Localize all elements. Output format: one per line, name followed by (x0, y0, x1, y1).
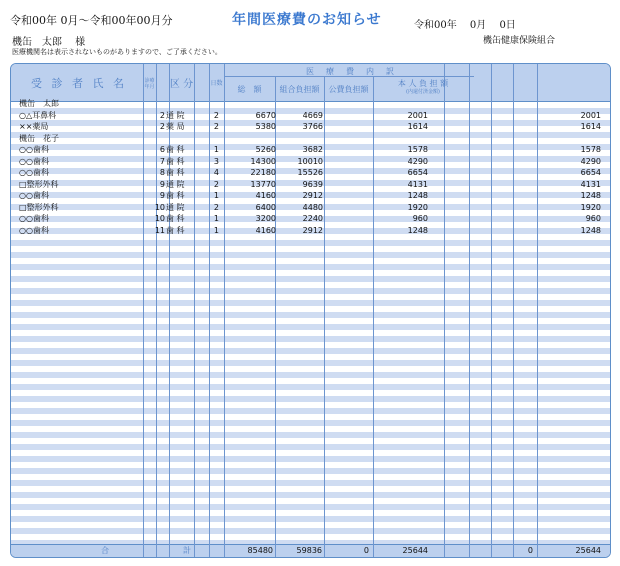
header-category: 区 分 (169, 79, 194, 90)
totals-honnin: 25644 (402, 546, 428, 555)
totals-kohi: 0 (363, 546, 369, 555)
month-cell: 7 (159, 156, 165, 166)
honnin-cell: 4131 (407, 179, 428, 189)
category-cell: 歯 科 (166, 168, 185, 177)
days-cell: 2 (213, 110, 219, 120)
category-cell: 通 院 (166, 179, 185, 189)
table-row (11, 190, 610, 202)
kumiai-cell: 2912 (302, 225, 323, 235)
kumiai-cell: 10010 (297, 156, 323, 166)
kumiai-cell: 4480 (302, 202, 323, 212)
patient-name: 機缶 太郎 (19, 99, 59, 108)
honnin-cell: 4290 (407, 156, 428, 166)
category-cell: 薬 局 (166, 122, 185, 131)
net-cell: 4131 (580, 179, 601, 189)
table-row (11, 110, 610, 122)
totals-net: 25644 (575, 546, 601, 555)
category-cell: 歯 科 (166, 225, 185, 235)
days-cell: 1 (213, 191, 219, 200)
table-row (11, 202, 610, 214)
facility-name: ○○歯科 (19, 168, 49, 177)
kumiai-cell: 4669 (302, 110, 323, 120)
days-cell: 1 (213, 225, 219, 235)
facility-name: ○○歯科 (19, 191, 49, 200)
days-cell: 1 (213, 214, 219, 223)
month-cell: 9 (159, 179, 165, 189)
table-row (11, 121, 610, 133)
medical-expense-table (10, 63, 611, 558)
honnin-cell: 1614 (407, 122, 428, 131)
month-cell: 10 (154, 202, 165, 212)
totals-label-left: 合 (101, 546, 109, 555)
kumiai-cell: 3766 (302, 122, 323, 131)
header-honnin-sub: (内還付済金額) (406, 89, 440, 95)
patient-header-row (11, 133, 610, 145)
days-cell: 2 (213, 202, 219, 212)
total-cell: 6670 (255, 110, 276, 120)
facility-mark: □ (19, 179, 27, 189)
facility-name: □整形外科 (19, 179, 59, 189)
kumiai-cell: 2912 (302, 191, 323, 200)
days-cell: 2 (213, 179, 219, 189)
month-cell: 10 (154, 214, 165, 223)
insurer-name: 機缶健康保険組合 (483, 36, 556, 46)
honnin-cell: 6654 (407, 168, 428, 177)
days-cell: 2 (213, 122, 219, 131)
month-cell: 9 (159, 191, 165, 200)
facility-name: ○○歯科 (19, 145, 49, 154)
total-cell: 6400 (255, 202, 276, 212)
net-cell: 960 (585, 214, 601, 223)
header-days: 日数 (210, 80, 223, 87)
totals-total: 85480 (247, 546, 273, 555)
net-cell: 1614 (580, 122, 601, 131)
total-cell: 4160 (255, 225, 276, 235)
days-cell: 4 (213, 168, 219, 177)
honnin-cell: 1578 (407, 145, 428, 154)
category-cell: 歯 科 (166, 156, 185, 166)
honnin-cell: 2001 (407, 110, 428, 120)
header-kumiai: 組合負担額 (279, 85, 320, 94)
facility-name: ××薬局 (19, 122, 49, 131)
category-cell: 歯 科 (166, 145, 185, 154)
net-cell: 1248 (580, 191, 601, 200)
net-cell: 6654 (580, 168, 601, 177)
recipient-name: 機缶 太郎 様 (12, 37, 86, 48)
facility-name: ○○歯科 (19, 156, 49, 166)
net-cell: 4290 (580, 156, 601, 166)
category-cell: 通 院 (166, 202, 185, 212)
honnin-cell: 1248 (407, 225, 428, 235)
total-cell: 3200 (255, 214, 276, 223)
net-cell: 1920 (580, 202, 601, 212)
net-cell: 1248 (580, 225, 601, 235)
header-honnin: 本 人 負 担 額 (397, 79, 449, 88)
month-cell: 6 (159, 145, 165, 154)
total-cell: 5380 (255, 122, 276, 131)
header-patient-name: 受 診 者 氏 名 (31, 77, 127, 90)
category-cell: 歯 科 (166, 191, 185, 200)
document-title: 年間医療費のお知らせ (232, 12, 382, 28)
days-cell: 3 (213, 156, 219, 166)
facility-name: ○○歯科 (19, 214, 49, 223)
category-cell: 歯 科 (166, 214, 185, 223)
honnin-cell: 1248 (407, 191, 428, 200)
facility-note: 医療機関名は表示されないものがありますので、ご了承ください。 (12, 48, 222, 56)
month-cell: 2 (159, 122, 165, 131)
table-row (11, 144, 610, 156)
month-cell: 8 (159, 168, 165, 177)
net-cell: 2001 (580, 110, 601, 120)
category-cell: 通 院 (166, 110, 185, 120)
table-body (11, 98, 610, 236)
facility-name: □整形外科 (19, 202, 59, 212)
honnin-cell: 960 (412, 214, 428, 223)
header-breakdown: 医 療 費 内 訳 (306, 67, 396, 76)
total-cell: 14300 (250, 156, 276, 166)
total-cell: 4160 (255, 191, 276, 200)
net-cell: 1578 (580, 145, 601, 154)
table-row (11, 213, 610, 225)
kumiai-cell: 9639 (302, 179, 323, 189)
header-total: 総 額 (237, 85, 262, 94)
month-cell: 2 (159, 110, 165, 120)
table-row (11, 167, 610, 179)
facility-mark: □ (19, 202, 27, 212)
patient-name: 機缶 花子 (19, 133, 59, 143)
totals-label-right: 計 (183, 546, 191, 555)
kumiai-cell: 3682 (302, 145, 323, 154)
table-row (11, 225, 610, 237)
patient-header-row (11, 98, 610, 110)
header-month: 診療年月 (144, 78, 155, 90)
total-cell: 13770 (250, 179, 276, 189)
days-cell: 1 (213, 145, 219, 154)
totals-refund: 0 (527, 546, 533, 555)
issue-date: 令和00年 0月 0日 (414, 20, 516, 31)
kumiai-cell: 15526 (297, 168, 323, 177)
table-row (11, 156, 610, 168)
honnin-cell: 1920 (407, 202, 428, 212)
total-cell: 22180 (250, 168, 276, 177)
month-cell: 11 (154, 225, 165, 235)
totals-kumiai: 59836 (296, 546, 322, 555)
facility-name: ○△耳鼻科 (19, 110, 57, 120)
period-label: 令和00年 0月～令和00年00月分 (10, 14, 173, 27)
total-cell: 5260 (255, 145, 276, 154)
header-kohi: 公費負担額 (328, 85, 369, 94)
facility-name: ○○歯科 (19, 225, 49, 235)
table-row (11, 179, 610, 191)
kumiai-cell: 2240 (302, 214, 323, 223)
